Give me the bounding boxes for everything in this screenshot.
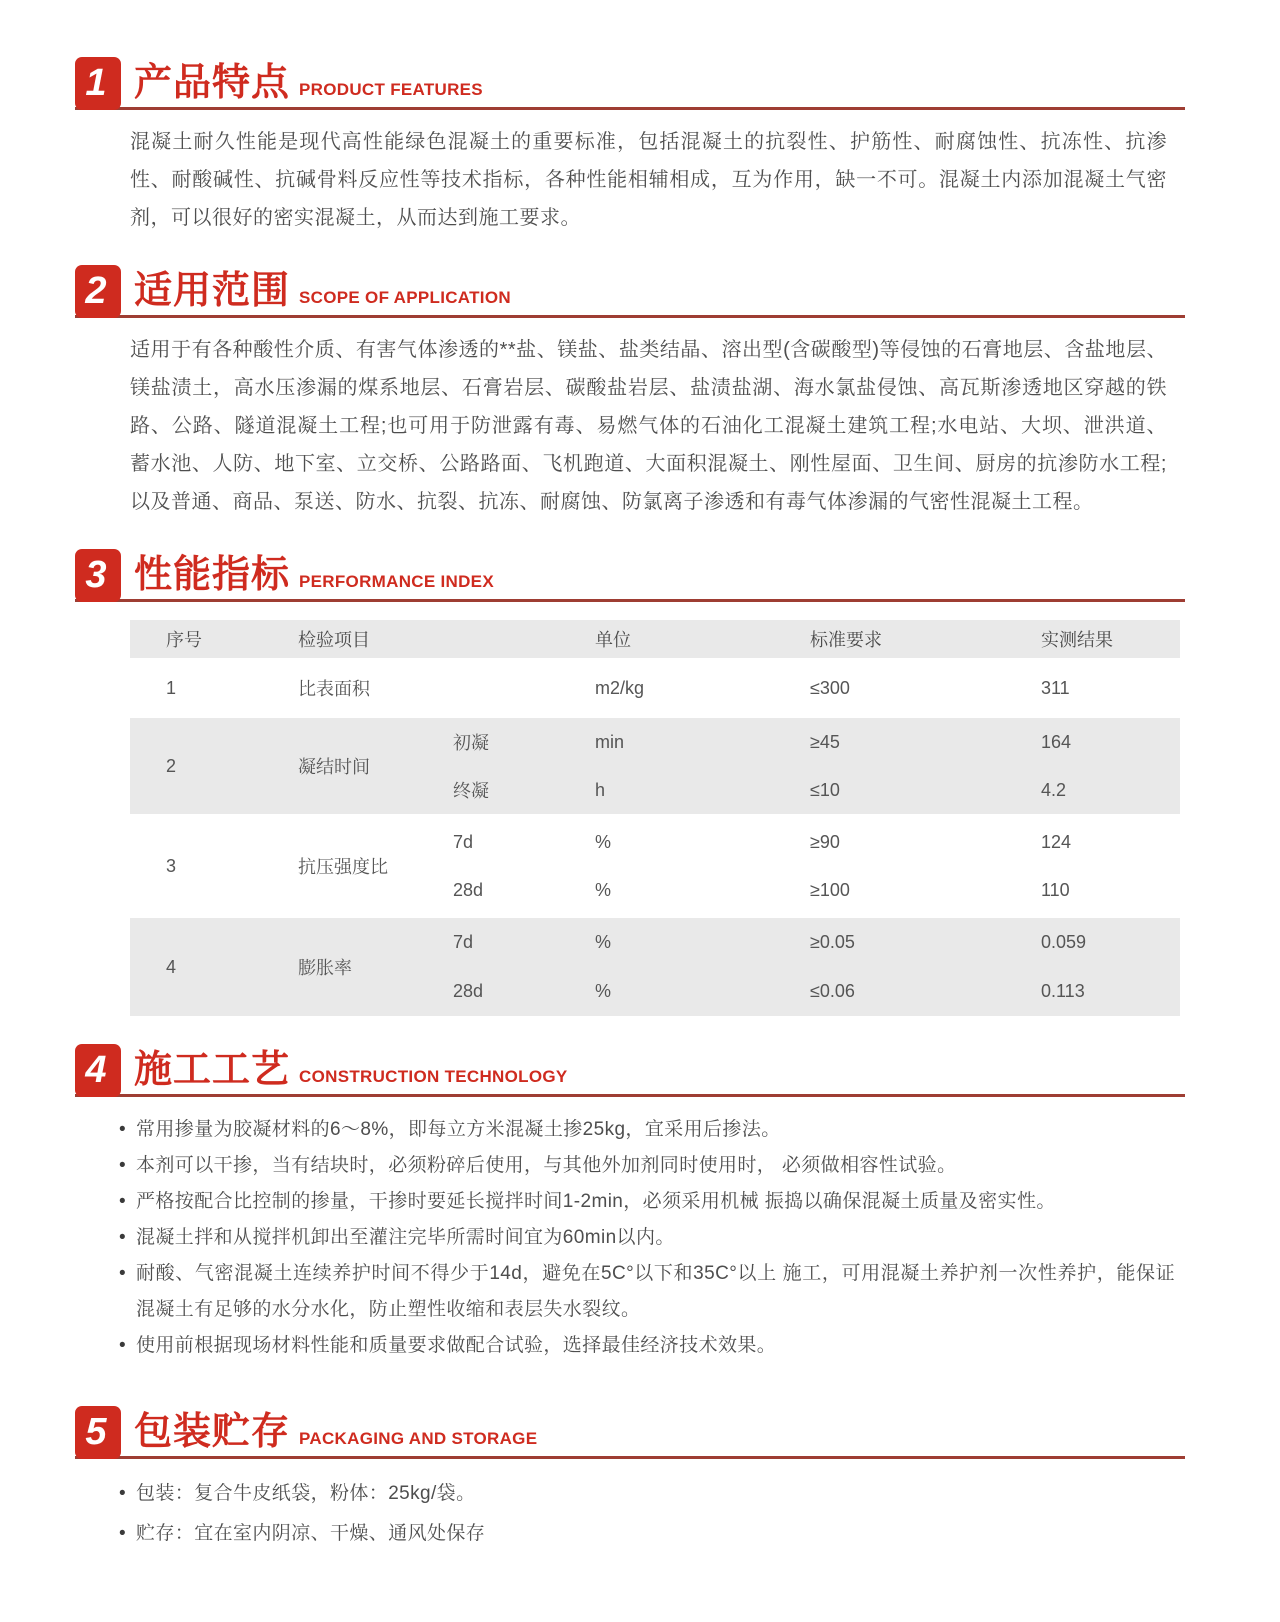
- cell-standard: ≤0.06: [790, 966, 1025, 1016]
- section-performance-index: [75, 549, 1185, 1016]
- section-2-header: [75, 265, 1185, 318]
- cell-sub-item: 28d: [445, 866, 575, 916]
- performance-table: [130, 620, 1180, 1016]
- section-3-header: [75, 549, 1185, 602]
- section-scope-of-application: [75, 265, 1185, 521]
- table-group-setting-time: [130, 716, 1180, 816]
- cell-sub-item: 7d: [445, 816, 575, 866]
- section-2-subtitle: SCOPE OF APPLICATION: [299, 288, 511, 307]
- section-3-title: 性能指标: [134, 554, 291, 596]
- cell-item: 抗压强度比: [230, 816, 445, 916]
- list-item: • 耐酸、气密混凝土连续养护时间不得少于14d，避免在5C°以下和35C°以上 施工，可用混凝土养护剂一次性养护，能保证混凝土有足够的水分水化，防止塑性收缩和表层失水裂纹。: [119, 1256, 1175, 1328]
- cell-unit: %: [575, 816, 790, 866]
- section-2-paragraph: 适用于有各种酸性介质、有害气体渗透的**盐、镁盐、盐类结晶、溶出型(含碳酸型)等侵蚀的石膏地层、含盐地层、镁盐渍土，高水压渗漏的煤系地层、石膏岩层、碳酸盐岩层、盐渍盐湖、海水氯盐侵蚀、高瓦斯渗透地区穿越的铁路、公路、隧道混凝土工程;也可用于防泄露有毒、易燃气体的石油化工混凝土建筑工程;水电站、大坝、泄洪道、蓄水池、人防、地下室、立交桥、公路路面、飞机跑道、大面积混凝土、刚性屋面、卫生间、厨房的抗渗防水工程;以及普通、商品、泵送、防水、抗裂、抗冻、耐腐蚀、防氯离子渗透和有毒气体渗漏的气密性混凝土工程。: [130, 339, 1167, 513]
- column-header-item: 检验项目: [230, 620, 575, 660]
- construction-bullet-list: [119, 1112, 1175, 1364]
- cell-seq: 3: [130, 816, 230, 916]
- column-header-unit: 单位: [575, 620, 790, 660]
- section-4-title: 施工工艺: [134, 1049, 291, 1091]
- list-item: • 包装：复合牛皮纸袋，粉体：25kg/袋。: [119, 1474, 1175, 1514]
- cell-sub-item: 终凝: [445, 766, 575, 816]
- cell-unit: %: [575, 966, 790, 1016]
- cell-sub-item: 初凝: [445, 716, 575, 766]
- section-5-subtitle: PACKAGING AND STORAGE: [299, 1429, 538, 1448]
- performance-table-header: [130, 620, 1180, 660]
- section-2-number-badge: 2: [75, 265, 121, 318]
- cell-result: 124: [1025, 816, 1180, 866]
- table-group-compressive-ratio: [130, 816, 1180, 916]
- cell-standard: ≥45: [790, 716, 1025, 766]
- cell-item: 比表面积: [230, 660, 575, 716]
- column-header-result: 实测结果: [1025, 620, 1180, 660]
- section-4-subtitle: CONSTRUCTION TECHNOLOGY: [299, 1067, 568, 1086]
- cell-result: 0.059: [1025, 916, 1180, 966]
- section-5-header: [75, 1406, 1185, 1459]
- section-3-number-badge: 3: [75, 549, 121, 602]
- section-product-features: [75, 57, 1185, 237]
- table-row: [130, 816, 1180, 866]
- cell-unit: %: [575, 916, 790, 966]
- table-group-specific-surface: [130, 660, 1180, 716]
- list-item: • 使用前根据现场材料性能和质量要求做配合试验，选择最佳经济技术效果。: [119, 1328, 1175, 1364]
- cell-sub-item: 7d: [445, 916, 575, 966]
- section-1-title: 产品特点: [134, 62, 291, 104]
- list-item: • 常用掺量为胶凝材料的6～8%，即每立方米混凝土掺25kg，宜采用后掺法。: [119, 1112, 1175, 1148]
- cell-result: 311: [1025, 660, 1180, 716]
- cell-standard: ≤300: [790, 660, 1025, 716]
- section-construction-technology: [75, 1044, 1185, 1364]
- cell-item: 膨胀率: [230, 916, 445, 1016]
- column-header-seq: 序号: [130, 620, 230, 660]
- table-header-row: [130, 620, 1180, 660]
- cell-seq: 4: [130, 916, 230, 1016]
- section-4-number-badge: 4: [75, 1044, 121, 1097]
- cell-sub-item: 28d: [445, 966, 575, 1016]
- section-4-header: [75, 1044, 1185, 1097]
- section-5-title: 包装贮存: [134, 1411, 291, 1453]
- table-row: [130, 660, 1180, 716]
- section-2-title: 适用范围: [134, 270, 291, 312]
- cell-result: 0.113: [1025, 966, 1180, 1016]
- cell-standard: ≥0.05: [790, 916, 1025, 966]
- section-1-number-badge: 1: [75, 57, 121, 110]
- section-1-header: [75, 57, 1185, 110]
- cell-standard: ≤10: [790, 766, 1025, 816]
- section-1-subtitle: PRODUCT FEATURES: [299, 80, 483, 99]
- cell-standard: ≥90: [790, 816, 1025, 866]
- cell-result: 164: [1025, 716, 1180, 766]
- list-item: • 本剂可以干掺，当有结块时，必须粉碎后使用，与其他外加剂同时使用时， 必须做相容性试验。: [119, 1148, 1175, 1184]
- list-item: • 混凝土拌和从搅拌机卸出至灌注完毕所需时间宜为60min以内。: [119, 1220, 1175, 1256]
- cell-seq: 2: [130, 716, 230, 816]
- table-row: [130, 716, 1180, 766]
- column-header-standard: 标准要求: [790, 620, 1025, 660]
- cell-item: 凝结时间: [230, 716, 445, 816]
- section-1-paragraph: 混凝土耐久性能是现代高性能绿色混凝土的重要标准，包括混凝土的抗裂性、护筋性、耐腐蚀性、抗冻性、抗渗性、耐酸碱性、抗碱骨料反应性等技术指标，各种性能相辅相成，互为作用，缺一不可。混凝土内添加混凝土气密剂，可以很好的密实混凝土，从而达到施工要求。: [130, 131, 1167, 229]
- list-item: • 严格按配合比控制的掺量，干掺时要延长搅拌时间1-2min，必须采用机械 振捣以确保混凝土质量及密实性。: [119, 1184, 1175, 1220]
- cell-seq: 1: [130, 660, 230, 716]
- cell-unit: %: [575, 866, 790, 916]
- cell-result: 4.2: [1025, 766, 1180, 816]
- packaging-bullet-list: [119, 1474, 1175, 1554]
- cell-standard: ≥100: [790, 866, 1025, 916]
- table-group-expansion-rate: [130, 916, 1180, 1016]
- performance-table-wrapper: [130, 620, 1185, 1016]
- cell-result: 110: [1025, 866, 1180, 916]
- table-row: [130, 916, 1180, 966]
- cell-unit: min: [575, 716, 790, 766]
- cell-unit: m2/kg: [575, 660, 790, 716]
- section-5-number-badge: 5: [75, 1406, 121, 1459]
- section-3-subtitle: PERFORMANCE INDEX: [299, 572, 494, 591]
- cell-unit: h: [575, 766, 790, 816]
- list-item: • 贮存：宜在室内阴凉、干燥、通风处保存: [119, 1514, 1175, 1554]
- section-packaging-storage: [75, 1406, 1185, 1554]
